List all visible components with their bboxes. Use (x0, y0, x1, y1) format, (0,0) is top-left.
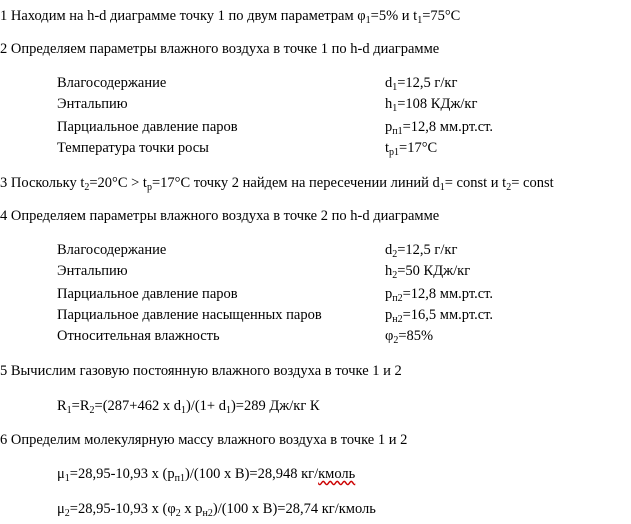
formula-gas-constant: $R_1=R_2=(287+462$ x $d_1)/(1+ d_1)=289$ Дж/кг К (57, 398, 320, 416)
param-value: $p_{н2}=16,5$ мм.рт.ст. (385, 307, 494, 325)
param-label: Парциальное давление паров (57, 286, 238, 302)
param-value: $d_2=12,5$ г/кг (385, 242, 458, 260)
param-label: Парциальное давление паров (57, 119, 238, 135)
step-4: 4 Определяем параметры влажного воздуха в точке 2 по h-d диаграмме (0, 208, 440, 224)
param-label: Температура точки росы (57, 140, 209, 156)
step-2: 2 Определяем параметры влажного воздуха в точке 1 по h-d диаграмме (0, 41, 440, 57)
param-value: $h_2=50$ КДж/кг (385, 263, 471, 281)
step-6: 6 Определим молекулярную массу влажного воздуха в точке 1 и 2 (0, 432, 408, 448)
param-label: Парциальное давление насыщенных паров (57, 307, 322, 323)
param-value: $p_{п1}=12,8$ мм.рт.ст. (385, 119, 494, 137)
formula-mu2: $\mu_2=28,95-10,93$ x ($\varphi_2$ x $p_{н2})/(100$ x B)=28,74 кг/кмоль (57, 501, 376, 519)
param-value: $p_{п2}=12,8$ мм.рт.ст. (385, 286, 494, 304)
param-value: $h_1=108$ КДж/кг (385, 96, 478, 114)
param-label: Энтальпию (57, 263, 128, 279)
param-label: Энтальпию (57, 96, 128, 112)
formula-mu1: $\mu_1=28,95-10,93$ x $(p_{п1})/(100$ x B)=28,948 кг/кмоль (57, 466, 356, 484)
param-label: Относительная влажность (57, 328, 220, 344)
param-label: Влагосодержание (57, 75, 167, 91)
param-value: $t_{p1}=17^\circ С$ (385, 140, 438, 158)
step-3: 3 Поскольку $t_2=20^\circ С > t_p=17^\circ С$ точку 2 найдем на пересечении линий $d_1=$ const и $t_2=$ const (0, 175, 554, 193)
step-1: 1 Находим на h-d диаграмме точку 1 по двум параметрам $\varphi_1=5\%$ и $t_1=75^\circ С$ (0, 8, 461, 26)
step-5: 5 Вычислим газовую постоянную влажного воздуха в точке 1 и 2 (0, 363, 402, 379)
param-value: $\varphi_2=85\%$ (385, 328, 434, 346)
param-value: $d_1=12,5$ г/кг (385, 75, 458, 93)
param-label: Влагосодержание (57, 242, 167, 258)
